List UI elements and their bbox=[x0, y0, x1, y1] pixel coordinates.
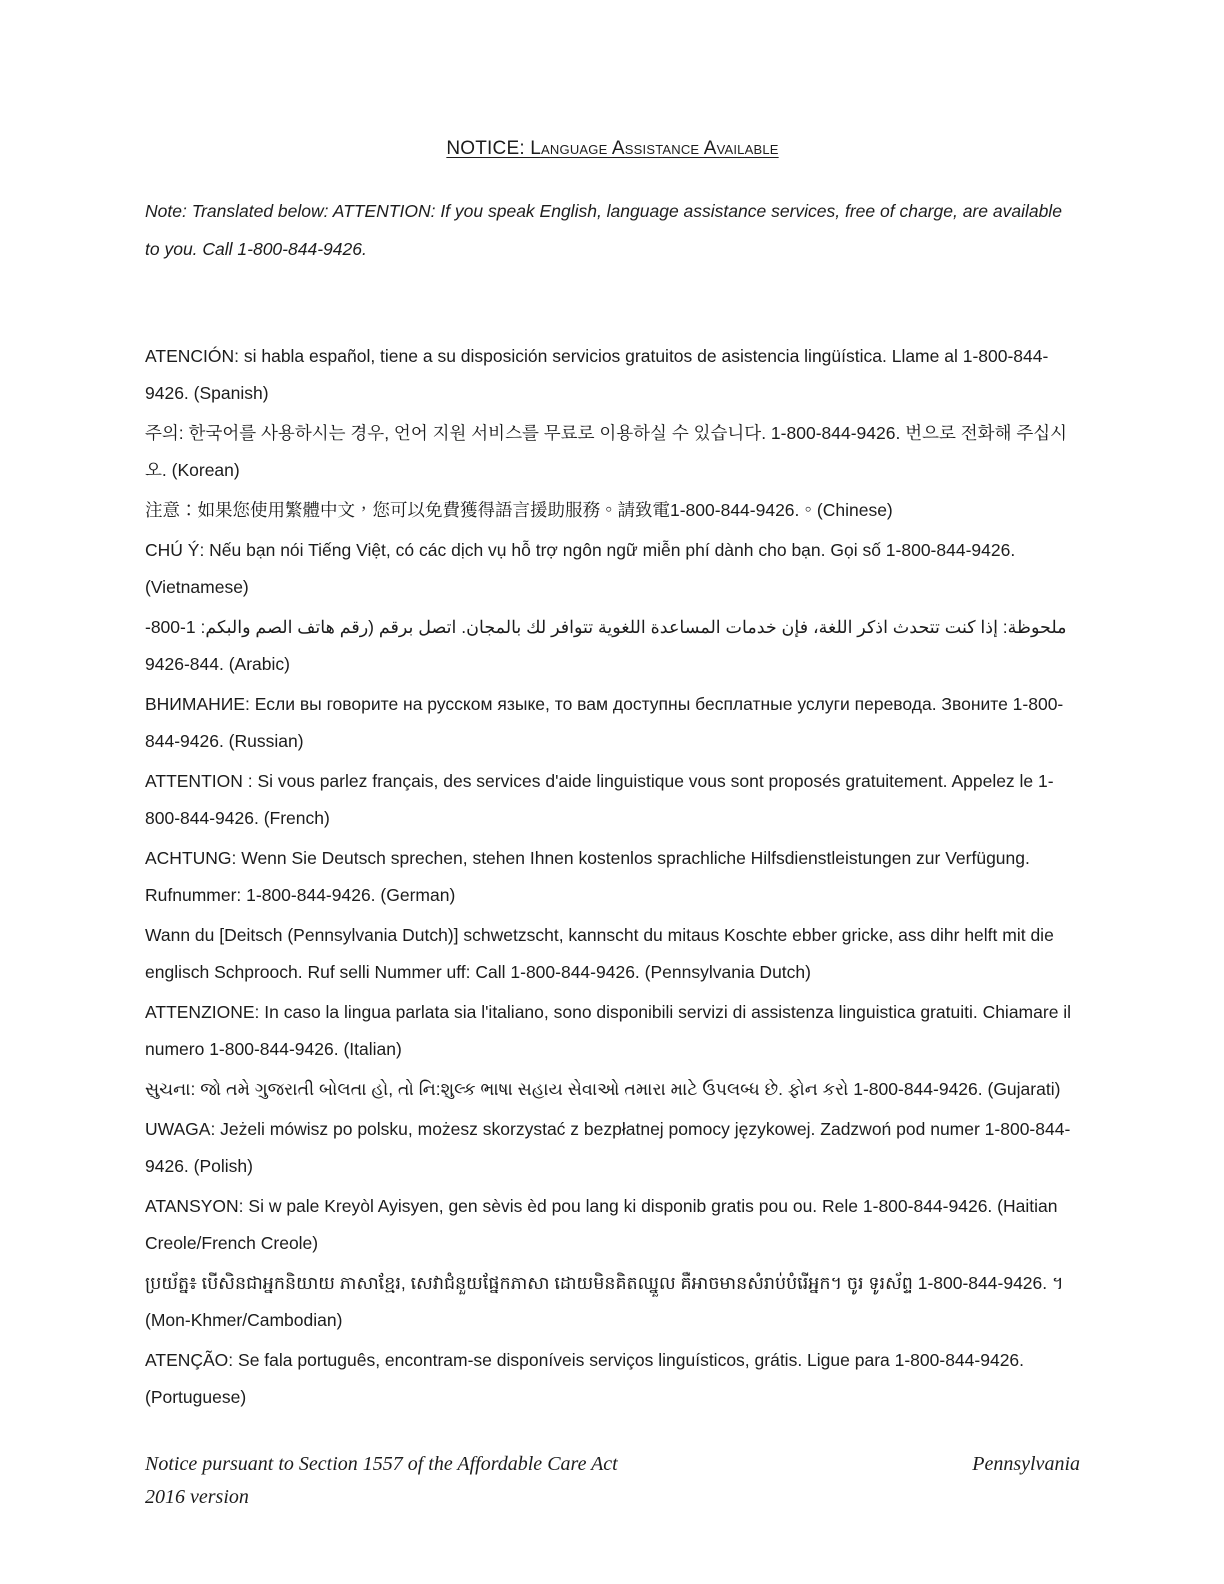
notice-paragraph-arabic: ملحوظة: إذا كنت تتحدث اذكر اللغة، فإن خدمات المساعدة اللغوية تتوافر لك بالمجان. اتصل برقم (رقم هاتف الصم والبكم: 1-800-844-9426. (Arabic) bbox=[145, 617, 1067, 674]
footer-state-label: Pennsylvania bbox=[972, 1453, 1080, 1475]
notice-paragraph-portuguese: ATENÇÃO: Se fala português, encontram-se disponíveis serviços linguísticos, grátis. Ligue para 1-800-844-9426. (Portuguese) bbox=[145, 1350, 1025, 1407]
notice-paragraph-chinese: 注意：如果您使用繁體中文，您可以免費獲得語言援助服務。請致電1-800-844-9426.。(Chinese) bbox=[145, 500, 893, 520]
notice-paragraph-gujarati: સુચના: જો તમે ગુજરાતી બોલતા હો, તો નિ:શુલ્ક ભાષા સહાય સેવાઓ તમારા માટે ઉપલબ્ધ છે. ફોન કરો 1-800-844-9426. (Gujarati) bbox=[145, 1079, 1061, 1099]
notice-paragraph-french: ATTENTION : Si vous parlez français, des services d'aide linguistique vous sont proposés gratuitement. Appelez le 1-800-844-9426. (French) bbox=[145, 771, 1054, 828]
notice-paragraph-russian: ВНИМАНИЕ: Если вы говорите на русском языке, то вам доступны бесплатные услуги перевода. Звоните 1-800-844-9426. (Russian) bbox=[145, 694, 1064, 751]
notice-paragraph-korean: 주의: 한국어를 사용하시는 경우, 언어 지원 서비스를 무료로 이용하실 수 있습니다. 1-800-844-9426. 번으로 전화해 주십시오. (Korean) bbox=[145, 423, 1068, 480]
footer-row bbox=[145, 1448, 1080, 1481]
notice-paragraph-spanish: ATENCIÓN: si habla español, tiene a su disposición servicios gratuitos de asistencia lingüística. Llame al 1-800-844-9426. (Spanish) bbox=[145, 346, 1049, 403]
page-title-text: NOTICE: Language Assistance Available bbox=[446, 138, 779, 159]
footer-notice-citation: Notice pursuant to Section 1557 of the Affordable Care Act bbox=[145, 1453, 618, 1475]
notice-paragraph-haitian-creole: ATANSYON: Si w pale Kreyòl Ayisyen, gen sèvis èd pou lang ki disponib gratis pou ou. Rele 1-800-844-9426. (Haitian Creole/French Creole) bbox=[145, 1196, 1058, 1253]
notice-paragraph-polish: UWAGA: Jeżeli mówisz po polsku, możesz skorzystać z bezpłatnej pomocy językowej. Zadzwoń pod numer 1-800-844-9426. (Polish) bbox=[145, 1119, 1071, 1176]
document-footer bbox=[145, 1448, 1080, 1514]
notice-paragraph-vietnamese: CHÚ Ý: Nếu bạn nói Tiếng Việt, có các dịch vụ hỗ trợ ngôn ngữ miễn phí dành cho bạn. Gọi số 1-800-844-9426. (Vietnamese) bbox=[145, 540, 1016, 597]
notice-paragraph-khmer: ប្រយ័ត្ន៖ បើសិនជាអ្នកនិយាយ ភាសាខ្មែរ, សេវាជំនួយផ្នែកភាសា ដោយមិនគិតឈ្នួល គឺអាចមានសំរាប់បំរើអ្នក។ ចូរ ទូរស័ព្ទ 1-800-844-9426. ។ (Mon-Khmer/Cambodian) bbox=[145, 1273, 1064, 1330]
page-title bbox=[145, 138, 1080, 160]
footer-version-label: 2016 version bbox=[145, 1486, 249, 1508]
language-notices-list bbox=[145, 338, 1080, 1416]
english-note-paragraph: Note: Translated below: ATTENTION: If you speak English, language assistance services, free of charge, are available to you. Call 1-800-844-9426. bbox=[145, 201, 1062, 259]
notice-paragraph-italian: ATTENZIONE: In caso la lingua parlata sia l'italiano, sono disponibili servizi di assistenza linguistica gratuiti. Chiamare il numero 1-800-844-9426. (Italian) bbox=[145, 1002, 1072, 1059]
notice-paragraph-pennsylvania-dutch: Wann du [Deitsch (Pennsylvania Dutch)] schwetzscht, kannscht du mitaus Koschte ebber gricke, ass dihr helft mit die englisch Schprooch. Ruf selli Nummer uff: Call 1-800-844-9426. (Pennsylvania Dutch) bbox=[145, 925, 1054, 982]
notice-paragraph-german: ACHTUNG: Wenn Sie Deutsch sprechen, stehen Ihnen kostenlos sprachliche Hilfsdienstleistungen zur Verfügung. Rufnummer: 1-800-844-9426. (German) bbox=[145, 848, 1030, 905]
